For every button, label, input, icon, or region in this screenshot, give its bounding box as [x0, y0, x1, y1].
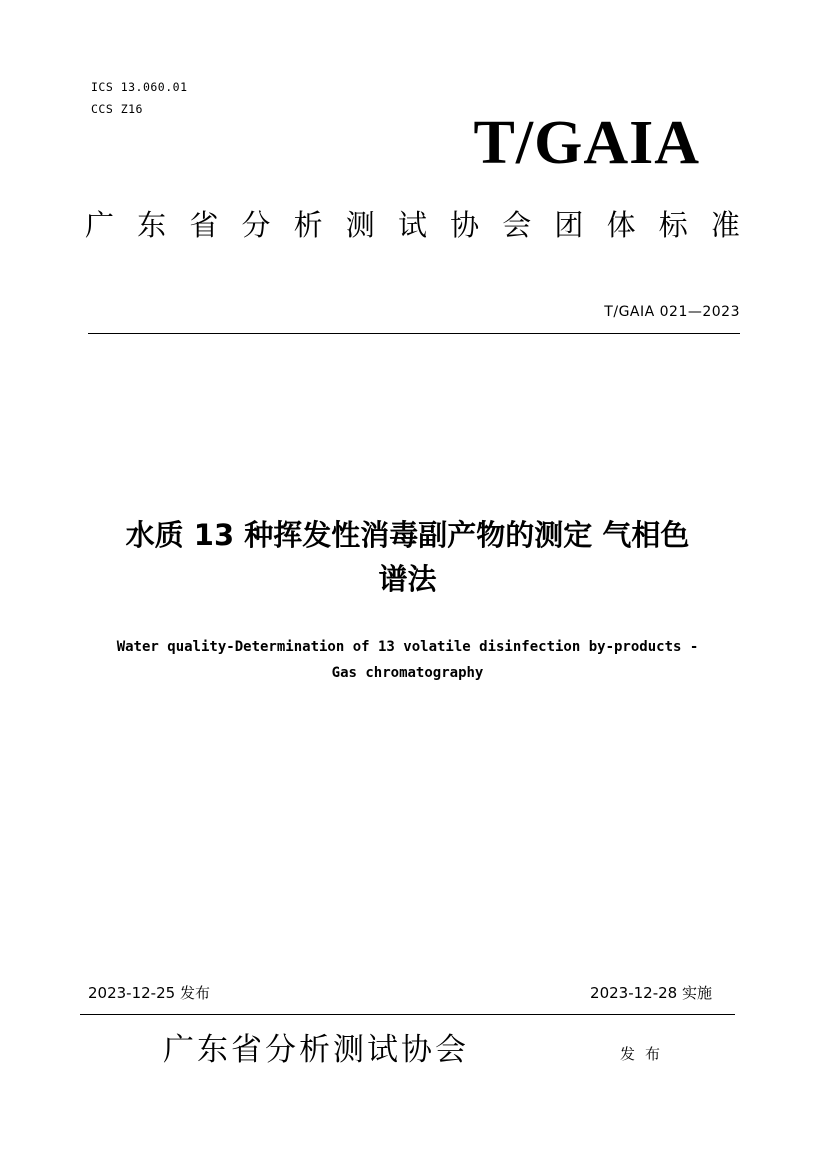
header-divider [88, 333, 740, 334]
org-title-char: 广 [85, 208, 115, 242]
ccs-code: CCS Z16 [91, 102, 143, 116]
english-title-line-2: Gas chromatography [331, 665, 484, 681]
organization-standard-title [85, 207, 740, 243]
footer-divider [80, 1014, 735, 1015]
org-title-char: 析 [293, 208, 323, 242]
org-title-char: 分 [241, 208, 271, 242]
org-title-char: 试 [397, 208, 427, 242]
standard-number: T/GAIA 021—2023 [604, 304, 740, 320]
org-title-char: 省 [189, 208, 219, 242]
chinese-title-line-1: 水质 13 种挥发性消毒副产物的测定 气相色 [125, 518, 690, 552]
standard-brand-logo: T/GAIA [473, 109, 700, 177]
org-title-char: 体 [606, 208, 636, 242]
issued-label: 发布 [620, 1045, 671, 1063]
org-title-char: 会 [502, 208, 532, 242]
issuing-organization: 广东省分析测试协会 [163, 1032, 469, 1068]
org-title-char: 测 [345, 208, 375, 242]
org-title-char: 团 [554, 208, 584, 242]
english-title [40, 634, 775, 686]
org-title-char: 协 [450, 208, 480, 242]
org-title-char: 东 [137, 208, 167, 242]
ics-code: ICS 13.060.01 [91, 80, 188, 94]
chinese-title-line-2: 谱法 [378, 562, 437, 596]
english-title-line-1: Water quality-Determination of 13 volatile disinfection by-products - [116, 639, 699, 655]
publish-date: 2023-12-25 发布 [88, 984, 210, 1002]
org-title-char: 标 [658, 208, 688, 242]
implement-date: 2023-12-28 实施 [590, 984, 712, 1002]
chinese-title [40, 513, 775, 601]
org-title-char: 准 [710, 208, 740, 242]
